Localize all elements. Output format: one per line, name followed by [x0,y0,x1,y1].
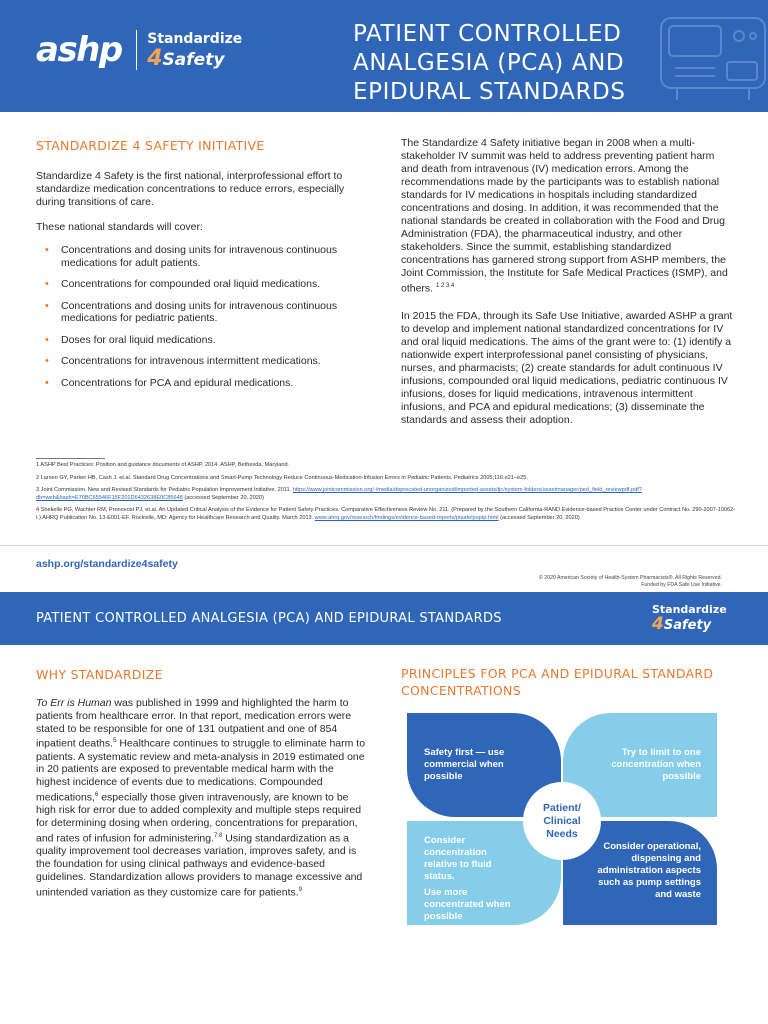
standards-list [36,244,346,389]
title-line-1: PATIENT CONTROLLED [353,21,622,47]
list-item: • Concentrations for intravenous intermittent medications. [36,355,346,368]
standardize4safety-link[interactable]: ashp.org/standardize4safety [36,558,178,570]
ref-9: 9 [298,886,302,893]
title-line-2: ANALGESIA (PCA) AND [353,50,625,76]
report-title: To Err is Human [36,697,112,709]
title-line-3: EPIDURAL STANDARDS [353,79,626,105]
footnote-2: 2 Larsen GY, Parker HB, Cash J. et.al. Standard Drug Concentrations and Smart-Pump Technology Reduce Continuous-Medication-Infusion Errors in Pediatric Patients. Pediatrics 2005;116:e21–e25. [36,474,528,481]
footnote-4-tail: (accessed September 20, 2020) [500,514,580,521]
logo-four: 4 [147,46,163,71]
ref-6: 6 [94,792,99,799]
logo-four: 4 [652,614,664,634]
fda-grant-paragraph: In 2015 the FDA, through its Safe Use Initiative, awarded ASHP a grant to develop and implement national standardized concentrations for IV and oral liquid medications. The aims of the grant were to: (1) identify a nationwide expert interprofessional panel consisting of physicians, nurses, and pharmacists; (2) create standards for adult continuous IV infusions, compounded oral liquid medications, pediatric continuous IV infusions, doses for liquid medications, intravenous intermittent infusions, and PCA and epidural medications; (3) disseminate the standards and assess their adoption. [401,309,733,426]
logo-line-standardize: Standardize [652,603,727,616]
logo-safety-word: Safety [663,618,712,633]
section-divider [0,545,768,546]
why-text-c: especially those given intravenously, are known to be high risk for error due to added complexity and multiple steps required for determining dosing when ordering, concentrations for preparation, and rates of infusion for administering. [36,791,362,845]
principle-concentrated-text: Use more concentrated when possible [424,887,511,922]
footnote-rule [36,458,105,459]
principles-section [401,665,731,699]
footnote-4-text: 4 Shekelle PG, Wachter RM, Pronovost PJ, et.al. An Updated Critical Analysis of the Evidence for Patient Safety Practices. Comparative Effectiveness Review No. 211. (Prepared by the Southern California-RAND Evidence-based Practice Center under Contract No. 290-2007-10062-I.) AHRQ Publication No. 13-E001-EF. Rockville, MD: Agency for Healthcare Research and Quality. March 2013. [36,507,736,521]
page2-standardize-4-safety-logo [652,603,727,633]
initiative-right-column [401,137,734,441]
why-text-b: Healthcare continues to struggle to eliminate harm to patients. A systematic review and meta-analysis in 2019 estimated one in 20 patients are exposed to preventable medical harm with the highest incidence of events due to medications. Compounded medications, [36,737,366,804]
standards-cover-intro: These national standards will cover: [36,221,203,233]
page2-title: PATIENT CONTROLLED ANALGESIA (PCA) AND EPIDURAL STANDARDS [36,611,502,626]
footnote-3-text: 3 Joint Commission. New and Revised Standards for Pediatric Population Improvement Initiative. 2011. [36,487,292,494]
initiative-heading: STANDARDIZE 4 SAFETY INITIATIVE [36,138,265,153]
initiative-intro: Standardize 4 Safety is the first national, interprofessional effort to standardize medication concentrations to reduce errors, especially during transitions of care. [36,170,345,208]
initiative-left-column [36,138,346,398]
list-item: • Concentrations for PCA and epidural medications. [36,377,346,390]
logo-line-standardize: Standardize [147,31,243,47]
standardize-4-safety-logo [147,30,242,70]
copyright-notice [539,575,722,589]
patient-clinical-needs-label: Patient/ Clinical Needs [543,801,581,840]
footnote-3 [36,487,736,502]
why-text-a: was published in 1999 and highlighted the harm to patients from healthcare error. In that report, medication errors were stated to be responsible for one of 131 outpatient and one of 854 inpatient deaths. [36,697,352,750]
logo-line-safety [652,614,727,634]
history-text: The Standardize 4 Safety initiative began in 2008 when a multi-stakeholder IV summit was held to address preventing patient harm and death from intravenous (IV) medication errors. Among the recommendations made by the participants was to establish national standards for IV medications in hospitals including standardized concentrations and dosing. In addition, it was recommended that the national standards be created in collaboration with the Food and Drug Administration (FDA), the pharmaceutical industry, and other stakeholders. Since the summit, establishing standardized concentrations has garnered strong support from ASHP members, the Joint Commission, the Institute for Safe Medical Practices (ISMP), and others. [401,137,728,295]
ashp-logo [36,30,242,70]
why-text-d: Using standardization as a quality improvement tool decreases variation, improves safety, and is the foundation for using clinical pathways and evidence-based guidelines. Standardization allows providers to manage excessive and unintended variation as they customize care for patients. [36,832,363,899]
logo-line-safety [147,46,242,71]
principles-diagram [407,713,717,926]
list-item: • Concentrations and dosing units for intravenous continuous medications for adult patients. [36,244,346,269]
header-band [0,0,768,112]
infusion-pump-icon [655,14,768,104]
footnote-3-link[interactable]: https://www.jointcommission.org/-/media/deprecated-unorganized/imported-assets/tjc/system-folders/assetmanager/ped_field_reviewpdf.pdf?db=web&hash=E70BC65546F15F201D6432638E0C85648 [36,487,642,501]
funded-text: Funded by FDA Safe Use Initiative. [641,582,722,588]
principle-fluid-status-text: Consider concentration relative to fluid status. [424,835,492,882]
history-refs: 1 2 3 4 [436,283,455,289]
principle-safety-first-text: Safety first — use commercial when possible [424,747,505,782]
why-standardize-paragraph [36,697,366,899]
footnotes [36,462,736,528]
principle-limit-concentration-text: Try to limit to one concentration when possible [611,747,701,782]
footnote-4 [36,507,736,522]
ref-5: 5 [113,738,117,745]
ashp-wordmark: ashp [36,30,122,70]
list-item: • Concentrations and dosing units for intravenous continuous medications for pediatric patients. [36,300,346,325]
footnote-4-link[interactable]: www.ahrq.gov/research/findings/evidence-based-reports/ptsafetyuptp.html [314,514,499,521]
logo-divider [136,30,138,70]
logo-safety-word: Safety [162,50,225,70]
footnote-3-tail: (accessed September 20, 2020) [184,494,264,501]
list-item: • Doses for oral liquid medications. [36,334,346,347]
footnote-1: 1 ASHP Best Practices: Position and guidance documents of ASHP. 2014. ASHP, Bethesda, Maryland. [36,462,290,468]
initiative-history-paragraph [401,137,734,296]
page2-header-band [0,592,768,645]
patient-clinical-needs-circle [523,782,601,860]
ref-7-8: 7 8 [214,832,223,839]
why-standardize-heading: WHY STANDARDIZE [36,667,163,682]
copyright-text: © 2020 American Society of Health-System Pharmacists®. All Rights Reserved. [539,575,722,581]
principle-operational-text: Consider operational, dispensing and administration aspects such as pump settings and waste [597,841,701,900]
principles-heading: PRINCIPLES FOR PCA AND EPIDURAL STANDARD CONCENTRATIONS [401,666,714,698]
page-title [353,20,653,107]
list-item: • Concentrations for compounded oral liquid medications. [36,278,346,291]
why-standardize-section [36,667,366,899]
